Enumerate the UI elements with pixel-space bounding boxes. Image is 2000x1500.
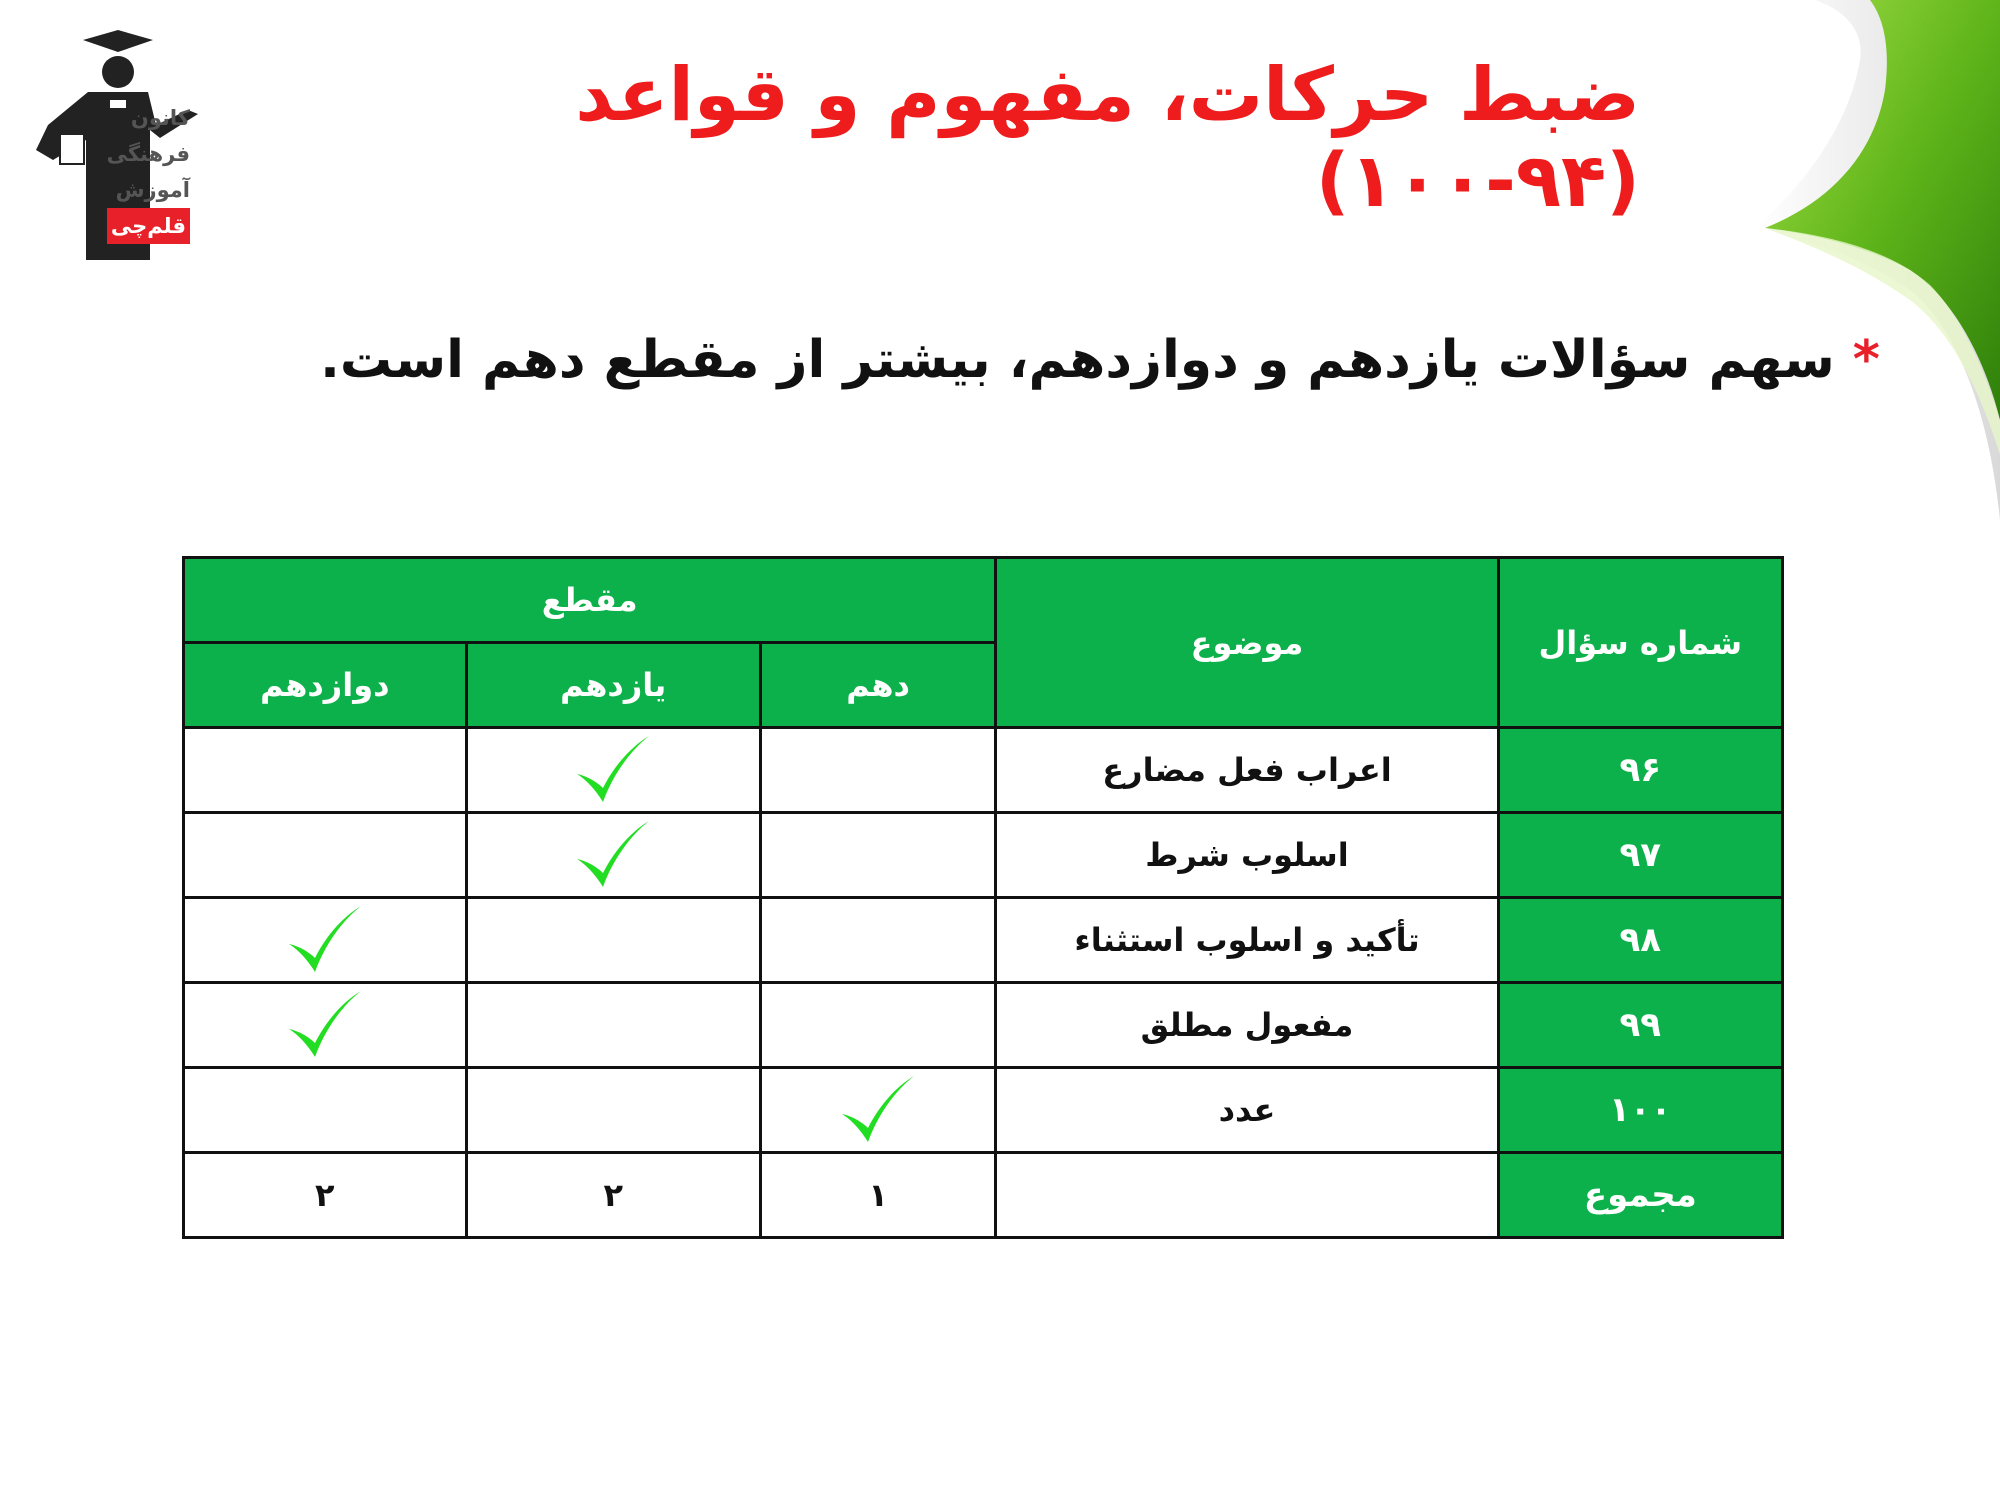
logo-line-1: کانون: [130, 106, 190, 130]
grade-10-cell: [760, 813, 996, 898]
table-row: [184, 1068, 1783, 1153]
table-row: [184, 728, 1783, 813]
page-title: ضبط حرکات، مفهوم و قواعد (۹۴-۱۰۰): [575, 52, 1640, 224]
question-number-cell: ۱۰۰: [1498, 1068, 1782, 1153]
logo-line-3: آموزش: [115, 178, 190, 202]
grade-12-cell: [184, 983, 467, 1068]
grade-10-cell: [760, 983, 996, 1068]
total-topic-empty: [996, 1153, 1498, 1238]
topic-cell: اعراب فعل مضارع: [996, 728, 1498, 813]
grade-10-cell: [760, 898, 996, 983]
topic-cell: تأکید و اسلوب استثناء: [996, 898, 1498, 983]
total-row: [184, 1153, 1783, 1238]
grade-11-cell: [466, 898, 760, 983]
question-number-cell: ۹۸: [1498, 898, 1782, 983]
question-number-cell: ۹۹: [1498, 983, 1782, 1068]
header-level: مقطع: [184, 558, 996, 643]
asterisk-bullet-icon: *: [1852, 330, 1880, 390]
grade-11-cell: [466, 813, 760, 898]
grade-11-cell: [466, 983, 760, 1068]
table-row: [184, 898, 1783, 983]
page-curl-decoration: [1660, 0, 2000, 520]
logo-text: [108, 100, 190, 244]
grade-11-cell: [466, 1068, 760, 1153]
topic-cell: عدد: [996, 1068, 1498, 1153]
checkmark-icon: [285, 989, 365, 1061]
question-number-cell: ۹۷: [1498, 813, 1782, 898]
grade-12-cell: [184, 898, 467, 983]
table-row: [184, 813, 1783, 898]
logo-line-4: قلم‌چی: [107, 208, 190, 244]
grade-12-cell: [184, 728, 467, 813]
table-row: [184, 983, 1783, 1068]
bullet-point: [280, 330, 1880, 390]
total-label: مجموع: [1498, 1153, 1782, 1238]
logo-line-2: فرهنگی: [106, 142, 190, 166]
grade-12-cell: [184, 1068, 467, 1153]
header-question-number: شماره سؤال: [1498, 558, 1782, 728]
header-grade-10: دهم: [760, 643, 996, 728]
checkmark-icon: [285, 904, 365, 976]
bullet-text: سهم سؤالات یازدهم و دوازدهم، بیشتر از مقطع دهم است.: [320, 330, 1835, 390]
total-grade-12: ۲: [184, 1153, 467, 1238]
topic-cell: مفعول مطلق: [996, 983, 1498, 1068]
total-grade-10: ۱: [760, 1153, 996, 1238]
topic-cell: اسلوب شرط: [996, 813, 1498, 898]
grade-11-cell: [466, 728, 760, 813]
grade-10-cell: [760, 1068, 996, 1153]
questions-table: [182, 556, 1784, 1239]
header-topic: موضوع: [996, 558, 1498, 728]
checkmark-icon: [838, 1074, 918, 1146]
question-number-cell: ۹۶: [1498, 728, 1782, 813]
checkmark-icon: [573, 734, 653, 806]
grade-10-cell: [760, 728, 996, 813]
grade-12-cell: [184, 813, 467, 898]
total-grade-11: ۲: [466, 1153, 760, 1238]
header-grade-12: دوازدهم: [184, 643, 467, 728]
header-grade-11: یازدهم: [466, 643, 760, 728]
checkmark-icon: [573, 819, 653, 891]
